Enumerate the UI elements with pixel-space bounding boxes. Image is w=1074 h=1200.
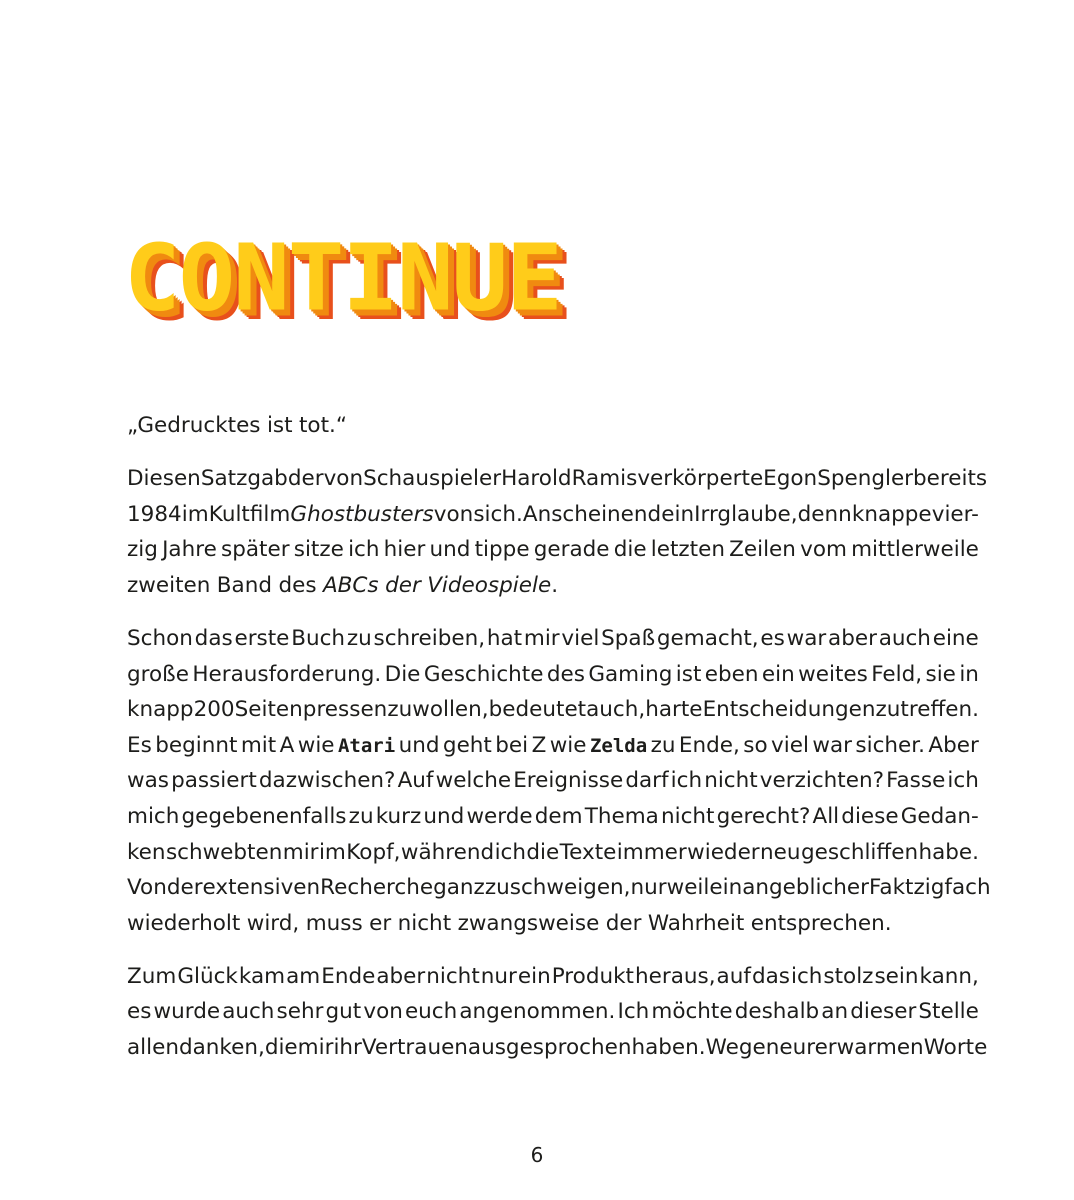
word: gab xyxy=(247,466,288,492)
paragraph xyxy=(127,461,988,603)
text-line xyxy=(127,461,988,497)
text-line xyxy=(127,408,979,444)
word: von xyxy=(323,466,364,492)
word: hier xyxy=(383,537,426,563)
word: am xyxy=(286,963,321,989)
text-line xyxy=(127,994,979,1030)
word: Die xyxy=(384,661,421,687)
word: harte xyxy=(645,697,703,723)
word: das xyxy=(751,963,790,989)
word: Gedan- xyxy=(900,803,979,829)
word: darf xyxy=(625,768,669,794)
word: extensiven xyxy=(202,875,321,901)
word: Jahre xyxy=(162,537,217,563)
word: von xyxy=(363,999,403,1025)
word: gut xyxy=(325,999,362,1025)
word: ein xyxy=(517,963,551,989)
word: nicht xyxy=(397,910,452,936)
word: zu xyxy=(650,732,676,758)
word: auch xyxy=(222,999,275,1025)
text-line xyxy=(127,621,979,657)
word: Ramis xyxy=(571,466,638,492)
word: die xyxy=(264,1035,298,1060)
word: deshalb xyxy=(734,999,820,1025)
word: knapp xyxy=(127,697,194,723)
word: ich xyxy=(790,963,823,989)
word: angenommen. xyxy=(459,999,616,1025)
text-line xyxy=(127,692,979,728)
word: allen xyxy=(127,1035,179,1060)
word: ganz xyxy=(433,875,485,901)
word: im xyxy=(181,501,209,527)
word: ich xyxy=(494,839,526,865)
word: das xyxy=(194,625,233,651)
word: ein xyxy=(661,501,695,527)
word: zwangsweise xyxy=(457,910,600,936)
word: zu xyxy=(484,875,510,901)
word: tot.“ xyxy=(299,413,347,438)
word: ein xyxy=(761,661,795,687)
word: A xyxy=(279,732,295,758)
word: sicher. xyxy=(855,732,925,758)
word: Texte xyxy=(559,839,617,865)
word: wiederholt xyxy=(127,910,241,936)
word: geht xyxy=(442,732,492,758)
word: angeblicher xyxy=(742,875,870,901)
word: war xyxy=(786,625,827,651)
word: stolz xyxy=(823,963,874,989)
text-line xyxy=(127,657,979,693)
word: sie xyxy=(925,661,956,687)
word: ist xyxy=(675,661,702,687)
word: Irrglaube, xyxy=(694,501,798,527)
word: in xyxy=(959,661,979,687)
word: kurz xyxy=(375,803,422,829)
word: Kultfilm xyxy=(208,501,291,527)
word: ausgesprochen xyxy=(467,1035,632,1060)
word: Ende, xyxy=(678,732,740,758)
word: Worte xyxy=(923,1035,988,1060)
word: wie xyxy=(549,732,587,758)
word: Satz xyxy=(200,466,248,492)
word: tippe xyxy=(474,537,530,563)
word: später xyxy=(221,537,290,563)
word: Spengler xyxy=(817,466,914,492)
word: die xyxy=(526,839,560,865)
word: hat xyxy=(486,625,523,651)
word: aber xyxy=(376,963,426,989)
text-line xyxy=(127,497,979,533)
word: mich xyxy=(127,803,180,829)
word: gemacht, xyxy=(656,625,759,651)
text-line xyxy=(127,1030,988,1066)
text-line xyxy=(127,870,991,906)
word: verzichten? xyxy=(759,768,884,794)
word: zu xyxy=(875,697,901,723)
text-line xyxy=(127,532,979,568)
word: Aber xyxy=(928,732,979,758)
word: eben xyxy=(704,661,759,687)
word: nur xyxy=(480,963,517,989)
word: viel xyxy=(561,625,600,651)
word: möchte xyxy=(651,999,733,1025)
word: zu xyxy=(348,803,374,829)
word: mit xyxy=(240,732,277,758)
word: Harold xyxy=(501,466,572,492)
word: danken, xyxy=(178,1035,265,1060)
word: Geschichte xyxy=(423,661,544,687)
word: zu xyxy=(387,697,413,723)
word: wieder xyxy=(687,839,760,865)
word: Fasse xyxy=(886,768,946,794)
word: ein xyxy=(709,875,743,901)
word: Vertrauen xyxy=(361,1035,468,1060)
word: zweiten xyxy=(127,572,211,598)
word: Stelle xyxy=(918,999,979,1025)
word: wie xyxy=(297,732,335,758)
word: Schon xyxy=(127,625,193,651)
word: All xyxy=(812,803,840,829)
word: sich. xyxy=(473,501,523,527)
word: erste xyxy=(234,625,290,651)
word: es xyxy=(127,999,152,1025)
word: Gaming xyxy=(588,661,673,687)
body-text xyxy=(127,408,991,1083)
word: . xyxy=(551,572,559,598)
word: schreiben, xyxy=(373,625,486,651)
word: so xyxy=(743,732,768,758)
word: und xyxy=(429,537,471,563)
word: nur xyxy=(630,875,667,901)
word: vom xyxy=(800,537,847,563)
word: haben. xyxy=(631,1035,706,1060)
word: letzten xyxy=(650,537,725,563)
word: neu xyxy=(760,839,801,865)
pixel-font-word: Zelda xyxy=(589,734,648,757)
word: die xyxy=(613,537,647,563)
word: auch xyxy=(878,625,931,651)
word: schwebten xyxy=(165,839,283,865)
pixel-font-word: Atari xyxy=(337,734,396,757)
word: eurer xyxy=(779,1035,837,1060)
word: Glück xyxy=(177,963,238,989)
text-line xyxy=(127,728,979,764)
word: bereits xyxy=(913,466,988,492)
word: Schauspieler xyxy=(363,466,502,492)
word: Thema xyxy=(584,803,659,829)
text-line xyxy=(127,568,979,604)
word: im xyxy=(318,839,346,865)
word: knappe xyxy=(851,501,932,527)
word: an xyxy=(821,999,849,1025)
word: mir xyxy=(297,1035,334,1060)
word: dieser xyxy=(850,999,917,1025)
word: warmen xyxy=(836,1035,924,1060)
word: Zum xyxy=(127,963,177,989)
word: mir xyxy=(523,625,560,651)
word: zigfach xyxy=(913,875,991,901)
word: Ende xyxy=(321,963,376,989)
word: sein xyxy=(874,963,919,989)
word: dem xyxy=(534,803,583,829)
word: Produkt xyxy=(551,963,634,989)
word: Anscheinend xyxy=(522,501,662,527)
word: Seiten xyxy=(234,697,303,723)
word: Band xyxy=(216,572,272,598)
word: Spaß xyxy=(601,625,656,651)
text-line xyxy=(127,906,979,942)
word: es xyxy=(760,625,785,651)
word: ihr xyxy=(333,1035,362,1060)
word: Entscheidungen xyxy=(702,697,876,723)
word: verkörperte xyxy=(637,466,764,492)
word: pressen xyxy=(302,697,388,723)
word: wird, xyxy=(246,910,300,936)
word: während xyxy=(400,839,495,865)
word: der xyxy=(166,875,203,901)
word: eine xyxy=(932,625,979,651)
word: aber xyxy=(828,625,877,651)
word: wurde xyxy=(153,999,221,1025)
word: Feld, xyxy=(871,661,923,687)
word: Recherche xyxy=(320,875,434,901)
word: passiert xyxy=(171,768,257,794)
word: kam xyxy=(238,963,286,989)
word: Buch xyxy=(291,625,346,651)
word: Wahrheit xyxy=(647,910,745,936)
page-number: 6 xyxy=(530,1143,544,1167)
word: Diesen xyxy=(127,466,201,492)
italic-word: ABCs xyxy=(322,572,379,598)
word: Wegen xyxy=(705,1035,780,1060)
word: war xyxy=(812,732,852,758)
word: Von xyxy=(127,875,167,901)
word: weil xyxy=(666,875,710,901)
word: Zeilen xyxy=(729,537,796,563)
word: zig xyxy=(127,537,158,563)
word: habe. xyxy=(918,839,979,865)
word: des xyxy=(278,572,317,598)
text-line xyxy=(127,799,979,835)
word: von xyxy=(433,501,474,527)
word: sehr xyxy=(276,999,324,1025)
word: der xyxy=(605,910,642,936)
word: entsprechen. xyxy=(750,910,892,936)
word: ist xyxy=(266,413,293,438)
word: und xyxy=(398,732,440,758)
word: welche xyxy=(435,768,512,794)
word: vier- xyxy=(931,501,979,527)
word: gerade xyxy=(533,537,610,563)
word: geschliffen xyxy=(800,839,919,865)
word: große xyxy=(127,661,189,687)
word: kann, xyxy=(919,963,979,989)
word: gegebenenfalls xyxy=(181,803,347,829)
word: heraus, xyxy=(635,963,716,989)
word: auch, xyxy=(586,697,646,723)
paragraph xyxy=(127,621,991,941)
word: Egon xyxy=(763,466,818,492)
word: 200 xyxy=(193,697,235,723)
paragraph xyxy=(127,959,988,1066)
word: Z xyxy=(531,732,547,758)
word: denn xyxy=(797,501,852,527)
word: treffen. xyxy=(900,697,979,723)
word: muss xyxy=(305,910,363,936)
word: des xyxy=(546,661,585,687)
word: wollen, xyxy=(412,697,489,723)
word: er xyxy=(369,910,392,936)
word: viel xyxy=(771,732,809,758)
word: und xyxy=(423,803,465,829)
text-line xyxy=(127,959,979,995)
word: Kopf, xyxy=(346,839,401,865)
word: mir xyxy=(282,839,319,865)
word: dazwischen? xyxy=(258,768,396,794)
text-line xyxy=(127,835,979,871)
chapter-title: CONTINUE xyxy=(124,225,561,332)
word: ich xyxy=(670,768,703,794)
word: werde xyxy=(466,803,533,829)
word: immer xyxy=(616,839,687,865)
word: Ereignisse xyxy=(513,768,624,794)
word: schweigen, xyxy=(509,875,631,901)
paragraph xyxy=(127,408,979,444)
word: nicht xyxy=(704,768,758,794)
word: Es xyxy=(127,732,152,758)
word: euch xyxy=(404,999,458,1025)
word: sitze xyxy=(293,537,344,563)
italic-word: Ghostbusters xyxy=(290,501,434,527)
italic-word: Videospiele xyxy=(427,572,552,598)
word: Fakt xyxy=(869,875,914,901)
word: weites xyxy=(798,661,868,687)
word: ich xyxy=(947,768,979,794)
word: gerecht? xyxy=(716,803,811,829)
word: Auf xyxy=(397,768,434,794)
word: diese xyxy=(841,803,899,829)
word: nicht xyxy=(426,963,480,989)
italic-word: der xyxy=(385,572,421,598)
word: was xyxy=(127,768,169,794)
word: zu xyxy=(346,625,372,651)
word: ich xyxy=(348,537,380,563)
word: „Gedrucktes xyxy=(127,413,261,438)
word: nicht xyxy=(660,803,715,829)
word: auf xyxy=(716,963,751,989)
word: bedeutet xyxy=(488,697,587,723)
word: beginnt xyxy=(155,732,238,758)
word: ken xyxy=(127,839,166,865)
text-line xyxy=(127,763,979,799)
word: 1984 xyxy=(127,501,182,527)
word: Ich xyxy=(617,999,650,1025)
word: der xyxy=(287,466,324,492)
word: mittlerweile xyxy=(851,537,979,563)
word: bei xyxy=(495,732,529,758)
word: Herausforderung. xyxy=(192,661,382,687)
